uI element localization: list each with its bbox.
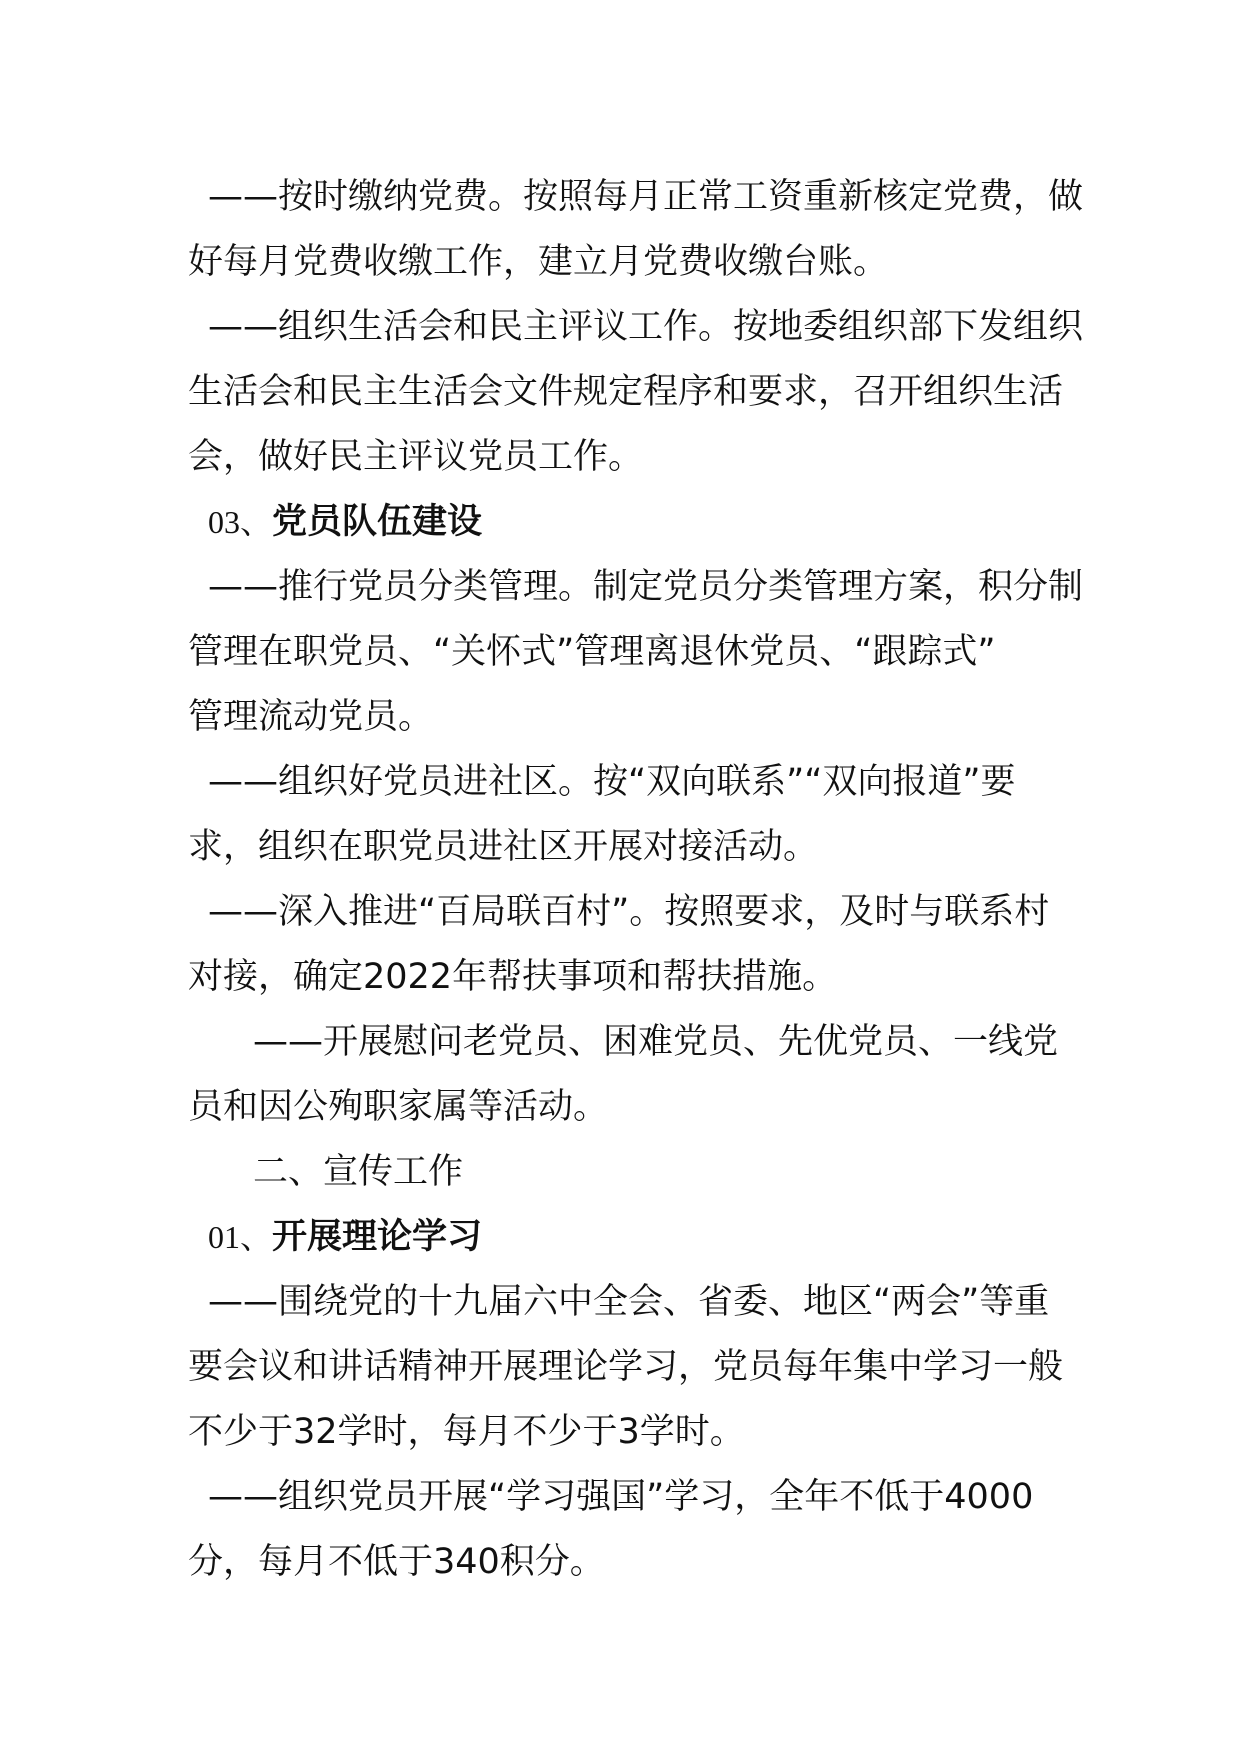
text: 生活会和民主生活会文件规定程序和要求，召开组织生活	[188, 372, 1064, 412]
text: 要会议和讲话精神开展理论学习，党员每年集中学习一般	[188, 1347, 1064, 1387]
text: 好每月党费收缴工作，建立月党费收缴台账。	[188, 242, 889, 282]
text: ——围绕党的十九届六中全会、省委、地区“两会”等重	[208, 1282, 1050, 1322]
text: ——按时缴纳党费。按照每月正常工资重新核定党费，做	[208, 177, 1084, 217]
heading-number: 03、	[208, 504, 273, 540]
paragraph-line	[188, 360, 1064, 425]
paragraph-line	[188, 945, 1058, 1010]
paragraph-line	[188, 1400, 1058, 1465]
text: 二、宣传工作	[253, 1152, 464, 1192]
text: 不少于32学时，每月不少于3学时。	[188, 1412, 745, 1452]
document-page	[188, 165, 1084, 1595]
text: 分，每月不低于340积分。	[188, 1542, 605, 1582]
section-heading	[188, 1205, 1058, 1270]
paragraph-line	[188, 685, 1058, 750]
text: ——开展慰问老党员、困难党员、先优党员、一线党	[253, 1022, 1059, 1062]
text: 员和因公殉职家属等活动。	[188, 1087, 609, 1127]
heading-title: 党员队伍建设	[272, 502, 483, 542]
text: 管理在职党员、“关怀式”管理离退休党员、“跟踪式”	[188, 632, 996, 672]
paragraph-line	[188, 1530, 1058, 1595]
heading-number: 01、	[208, 1219, 273, 1255]
paragraph-line	[188, 1465, 1058, 1530]
paragraph-line	[188, 750, 1058, 815]
paragraph-line	[188, 1075, 1058, 1140]
text: 管理流动党员。	[188, 697, 434, 737]
text: ——推行党员分类管理。制定党员分类管理方案，积分制	[208, 567, 1084, 607]
text: ——组织生活会和民主评议工作。按地委组织部下发组织	[208, 307, 1084, 347]
paragraph-line	[188, 1010, 1058, 1075]
paragraph-line	[188, 295, 1084, 360]
paragraph-line	[188, 165, 1084, 230]
paragraph-line	[188, 815, 1058, 880]
paragraph-line	[188, 230, 1058, 295]
section-heading	[188, 490, 1058, 555]
paragraph-line	[188, 1335, 1064, 1400]
text: 求，组织在职党员进社区开展对接活动。	[188, 827, 819, 867]
text: ——组织党员开展“学习强国”学习，全年不低于4000	[208, 1477, 1034, 1517]
text: ——组织好党员进社区。按“双向联系”“双向报道”要	[208, 762, 1016, 802]
text: ——深入推进“百局联百村”。按照要求，及时与联系村	[208, 892, 1050, 932]
text: 对接，确定2022年帮扶事项和帮扶措施。	[188, 957, 838, 997]
paragraph-line	[188, 555, 1084, 620]
paragraph-line	[188, 880, 1058, 945]
text: 会，做好民主评议党员工作。	[188, 437, 644, 477]
section-title	[188, 1140, 1058, 1205]
paragraph-line	[188, 425, 1058, 490]
heading-title: 开展理论学习	[272, 1217, 483, 1257]
paragraph-line	[188, 1270, 1058, 1335]
paragraph-line	[188, 620, 1058, 685]
